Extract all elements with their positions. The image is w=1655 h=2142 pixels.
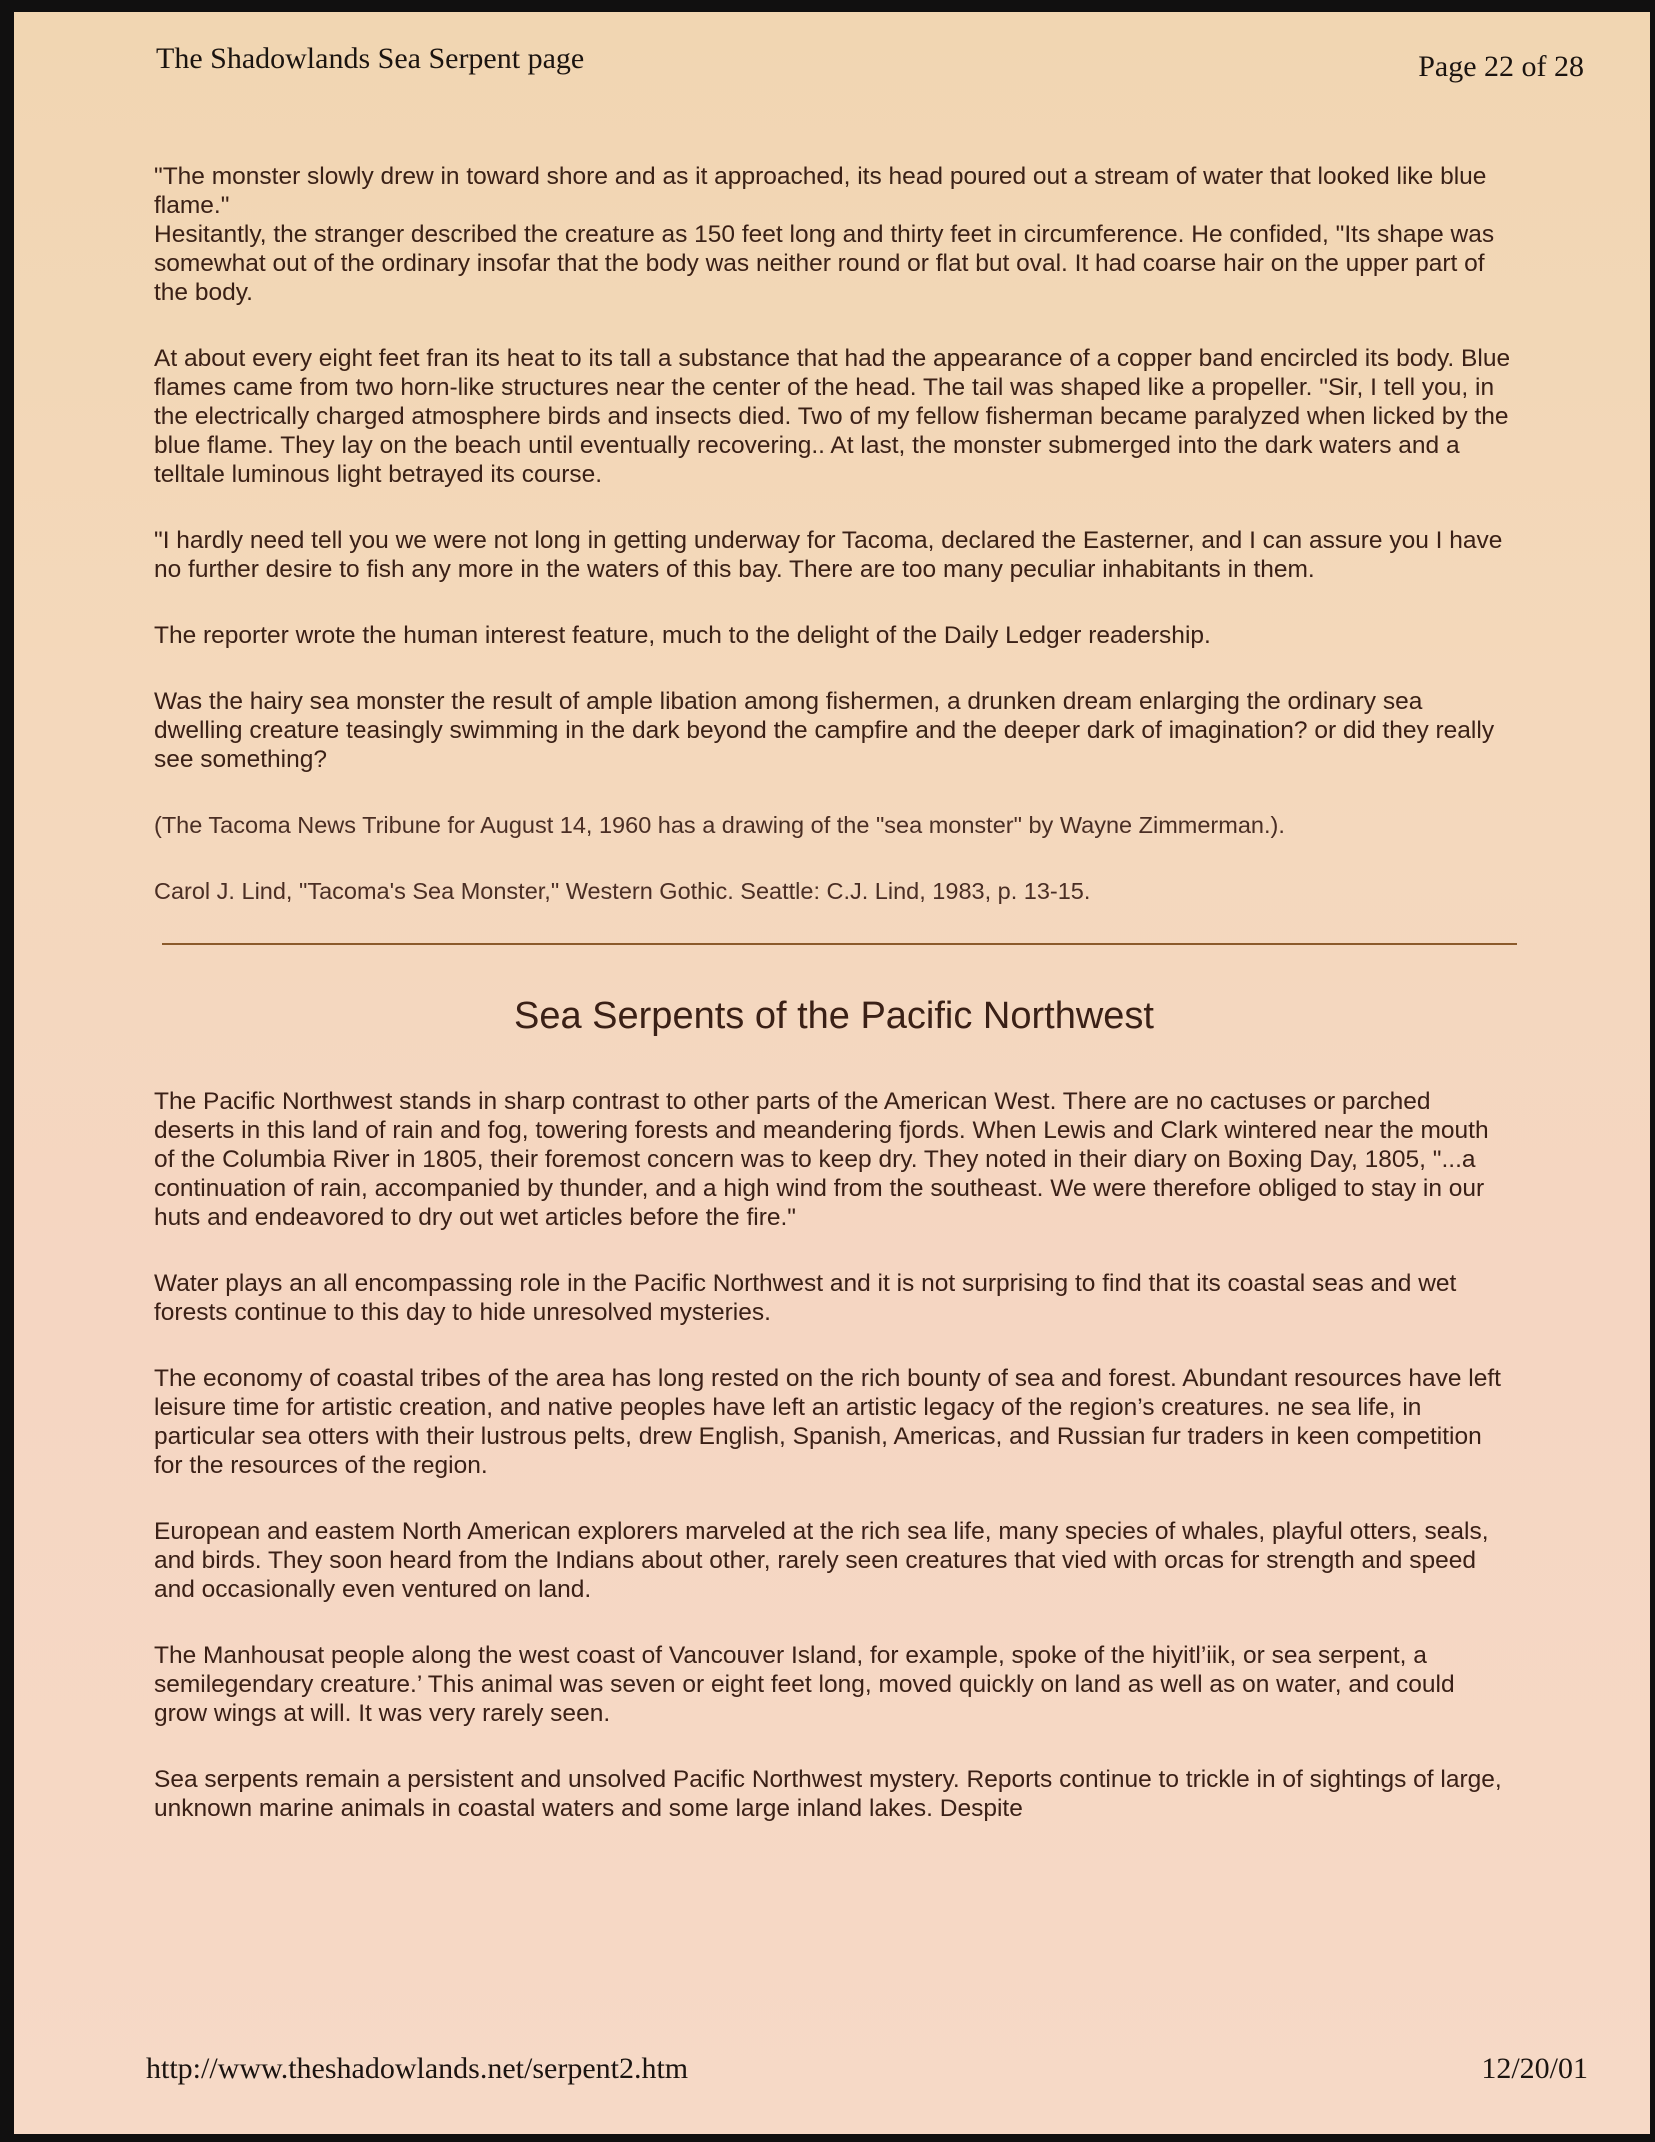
citation: Carol J. Lind, "Tacoma's Sea Monster," Western Gothic. Seattle: C.J. Lind, 1983, p. 13-15. [154, 878, 1091, 904]
paragraph: "The monster slowly drew in toward shore and as it approached, its head poured out a stream of water that looked like blue flame." [154, 163, 1487, 219]
source-note: (The Tacoma News Tribune for August 14, 1960 has a drawing of the "sea monster" by Wayne Zimmerman.). [154, 812, 1285, 838]
paragraph: European and eastem North American explorers marveled at the rich sea life, many species of whales, playful otters, seals, and birds. They soon heard from the Indians about other, rarely seen creatures that vied with orcas for strength and speed and occasionally even ventured on land. [154, 1518, 1489, 1603]
paragraph: The reporter wrote the human interest feature, much to the delight of the Daily Ledger readership. [154, 622, 1211, 649]
printed-page [14, 12, 1650, 2134]
paragraph: The Manhousat people along the west coast of Vancouver Island, for example, spoke of the hiyitl’iik, or sea serpent, a semilegendary creature.’ This animal was seven or eight feet long, moved quickly on land as well as on water, and could grow wings at will. It was very rarely seen. [154, 1642, 1455, 1727]
header-page-indicator: Page 22 of 28 [1418, 50, 1584, 83]
paragraph: Sea serpents remain a persistent and unsolved Pacific Northwest mystery. Reports continue to trickle in of sightings of large, unknown marine animals in coastal waters and some large inland lakes. Despite [154, 1766, 1502, 1822]
section-title: Sea Serpents of the Pacific Northwest [514, 995, 1154, 1037]
paragraph: Water plays an all encompassing role in the Pacific Northwest and it is not surprising to find that its coastal seas and wet forests continue to this day to hide unresolved mysteries. [154, 1270, 1457, 1326]
paragraph: Hesitantly, the stranger described the creature as 150 feet long and thirty feet in circumference. He confided, "Its shape was somewhat out of the ordinary insofar that the body was neither round or flat but oval. It had coarse hair on the upper part of the body. [154, 221, 1495, 306]
footer-url: http://www.theshadowlands.net/serpent2.htm [146, 2052, 689, 2085]
page-body [154, 162, 1514, 1860]
footer-date: 12/20/01 [1481, 2052, 1588, 2085]
section-divider [162, 943, 1517, 945]
paragraph: The Pacific Northwest stands in sharp contrast to other parts of the American West. There are no cactuses or parched deserts in this land of rain and fog, towering forests and meandering fjords. When Lewis and Clark wintered near the mouth of the Columbia River in 1805, their foremost concern was to keep dry. They noted in their diary on Boxing Day, 1805, "...a continuation of rain, accompanied by thunder, and a high wind from the southeast. We were therefore obliged to stay in our huts and endeavored to dry out wet articles before the fire." [154, 1088, 1489, 1231]
section-body [154, 1087, 1514, 1823]
paragraph: Was the hairy sea monster the result of ample libation among fishermen, a drunken dream enlarging the ordinary sea dwelling creature teasingly swimming in the dark beyond the campfire and the deeper dark of imagination? or did they really see something? [154, 688, 1495, 773]
paragraph: At about every eight feet fran its heat to its tall a substance that had the appearance of a copper band encircled its body. Blue flames came from two horn-like structures near the center of the head. The tail was shaped like a propeller. "Sir, I tell you, in the electrically charged atmosphere birds and insects died. Two of my fellow fisherman became paralyzed when licked by the blue flame. They lay on the beach until eventually recovering.. At last, the monster submerged into the dark waters and a telltale luminous light betrayed its course. [154, 345, 1511, 488]
paragraph: The economy of coastal tribes of the area has long rested on the rich bounty of sea and forest. Abundant resources have left leisure time for artistic creation, and native peoples have left an artistic legacy of the region’s creatures. ne sea life, in particular sea otters with their lustrous pelts, drew English, Spanish, Americas, and Russian fur traders in keen competition for the resources of the region. [154, 1365, 1501, 1479]
paragraph: "I hardly need tell you we were not long in getting underway for Tacoma, declared the Easterner, and I can assure you I have no further desire to fish any more in the waters of this bay. There are too many peculiar inhabitants in them. [154, 527, 1503, 583]
header-site-title: The Shadowlands Sea Serpent page [156, 42, 585, 75]
